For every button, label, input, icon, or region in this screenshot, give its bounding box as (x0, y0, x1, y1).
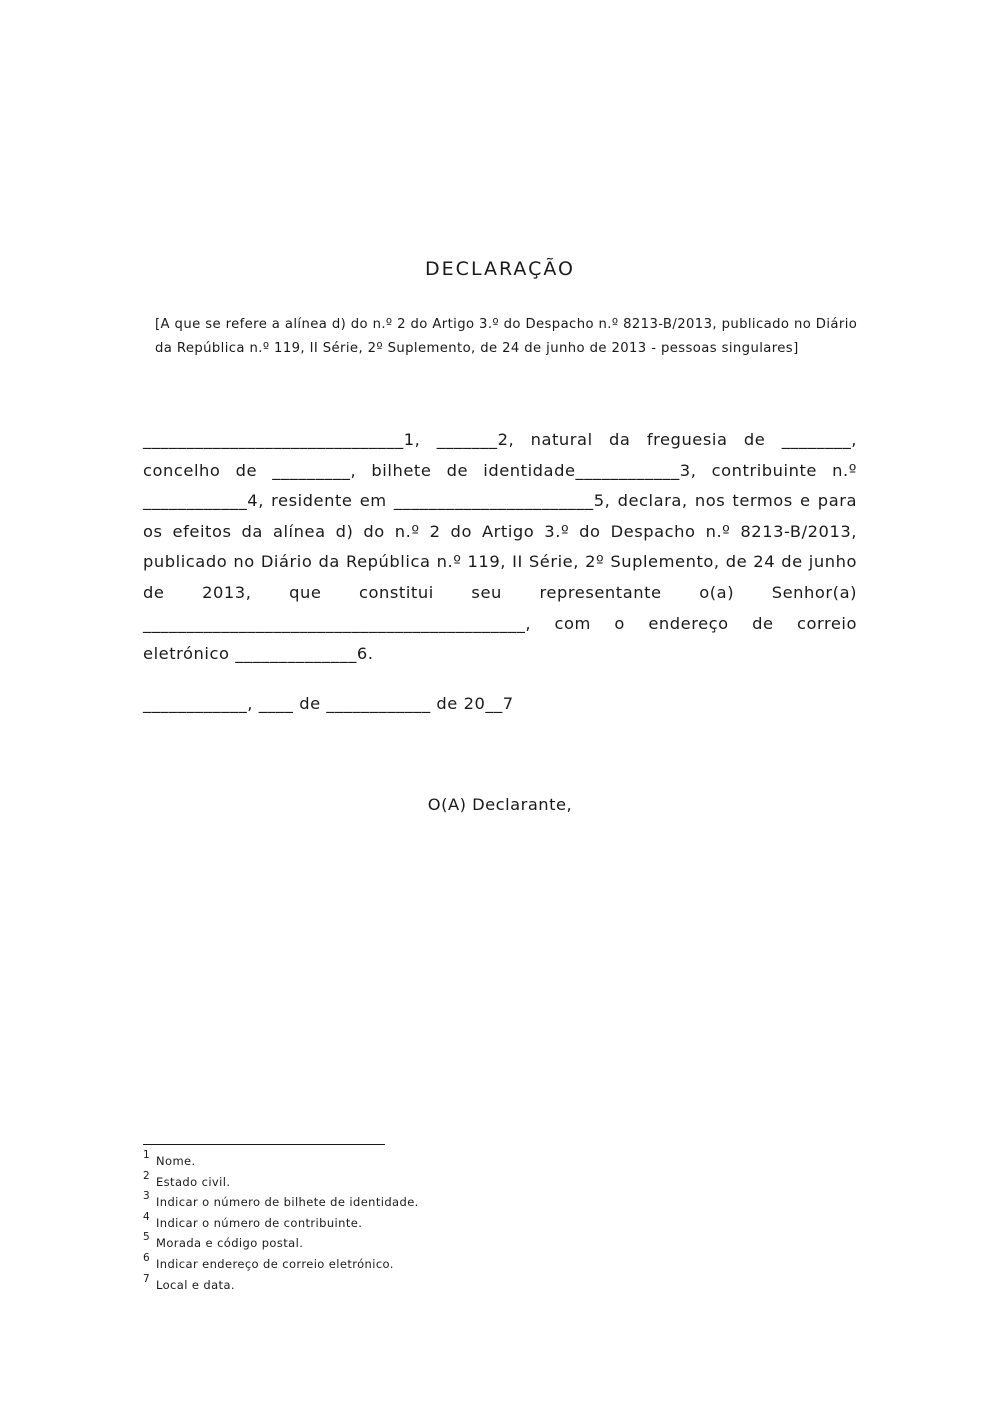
legal-reference: [A que se refere a alínea d) do n.º 2 do Artigo 3.º do Despacho n.º 8213-B/2013, publicado no Diário da República n.º 119, II Série, 2º Suplemento, de 24 de junho de 2013 - pessoas singulares] (155, 317, 858, 356)
footnote-item (143, 1169, 743, 1193)
footnote-text: Estado civil. (156, 1174, 231, 1189)
footnotes-list (143, 1151, 743, 1295)
document-title: DECLARAÇÃO (425, 258, 575, 280)
footnote-item (143, 1251, 743, 1275)
footnote-text: Indicar o número de contribuinte. (156, 1215, 363, 1230)
declarant-signature-label: O(A) Declarante, (427, 795, 573, 814)
footnote-item (143, 1151, 743, 1172)
footnote-text: Indicar endereço de correio eletrónico. (156, 1256, 394, 1271)
footnote-text: Nome. (156, 1154, 196, 1168)
place-and-date-line: ____________, ____ de ____________ de 20__7 (143, 694, 514, 713)
footnote-number: 6 (143, 1251, 151, 1264)
declaration-body: ______________________________1, _______2, natural da freguesia de ________, concelho de _________, bilhete de identidade____________3, contribuinte n.º ____________4, residente em _______________________5, declara, nos termos e para os efeitos da alínea d) do n.º 2 do Artigo 3.º do Despacho n.º 8213-B/2013, publicado no Diário da República n.º 119, II Série, 2º Suplemento, de 24 de junho de 2013, que constitui seu representante o(a) Senhor(a) ____________________________________________, com o endereço de correio eletrónico ______________6. (143, 430, 857, 664)
footnote-separator (143, 1144, 385, 1145)
footnote-number: 7 (143, 1272, 151, 1285)
footnote-item (143, 1233, 743, 1254)
footnote-number: 1 (143, 1149, 151, 1161)
footnote-item (143, 1192, 743, 1213)
footnote-text: Indicar o número de bilhete de identidade. (156, 1195, 419, 1210)
footnote-text: Morada e código postal. (156, 1236, 304, 1251)
footnote-text: Local e data. (156, 1277, 235, 1292)
footnote-number: 5 (143, 1231, 151, 1244)
footnote-number: 3 (143, 1190, 151, 1203)
footnote-number: 2 (143, 1169, 151, 1182)
footnote-number: 4 (143, 1210, 151, 1223)
footnote-item (143, 1210, 743, 1234)
footnote-item (143, 1272, 743, 1296)
